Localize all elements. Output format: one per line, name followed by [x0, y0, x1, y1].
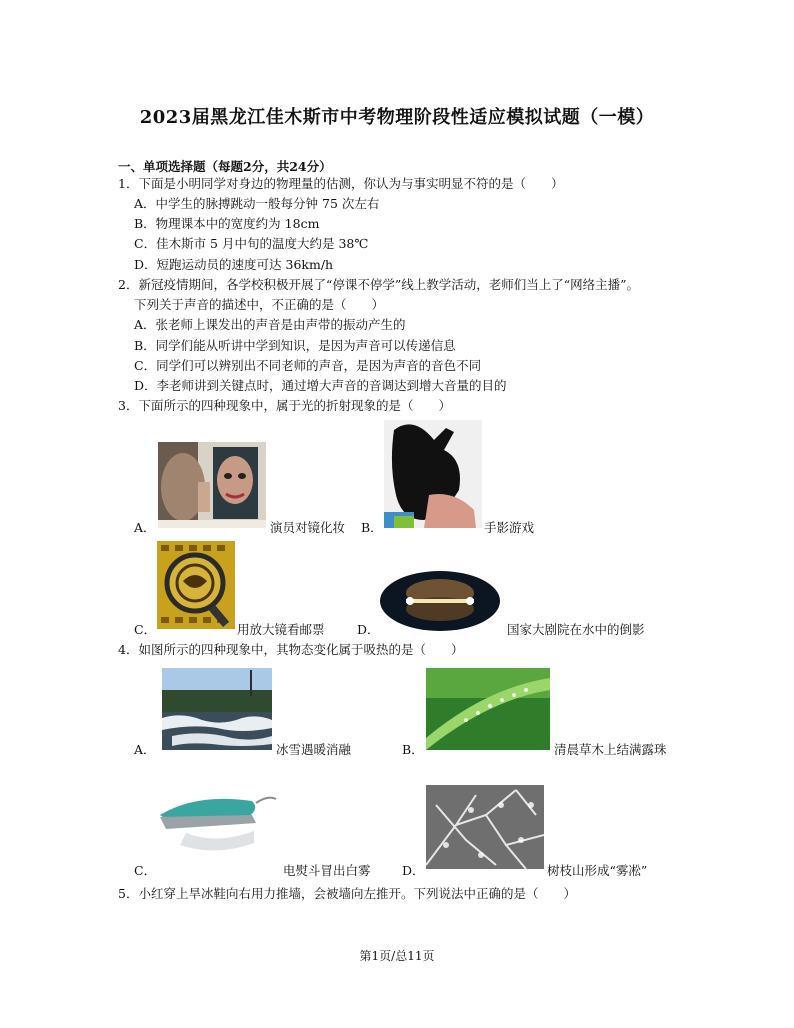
question-3-option-d-letter: D．: [357, 622, 380, 637]
grand-theater-reflection-photo: [378, 569, 503, 633]
question-2-option-a: A．张老师上课发出的声音是由声带的振动产生的: [134, 317, 406, 332]
question-2-option-c: C．同学们可以辨别出不同老师的声音，是因为声音的音色不同: [134, 358, 482, 373]
makeup-mirror-photo: [158, 442, 266, 528]
question-4-option-a-caption: 冰雪遇暖消融: [276, 742, 352, 757]
question-3-option-a-letter: A．: [134, 520, 156, 535]
question-2-option-b: B．同学们能从听讲中学到知识，是因为声音可以传递信息: [134, 338, 456, 353]
question-2-stem-continued: 下列关于声音的描述中，不正确的是（ ）: [134, 297, 385, 312]
question-1-option-c: C．佳木斯市 5 月中旬的温度大约是 38℃: [134, 236, 369, 251]
question-1-option-d: D．短跑运动员的速度可达 36km/h: [134, 257, 334, 272]
question-4-option-a-letter: A．: [134, 742, 156, 757]
question-4-option-d-caption: 树枝山形成“雾凇”: [547, 863, 648, 878]
question-1-option-b: B．物理课本中的宽度约为 18cm: [134, 216, 320, 231]
steam-iron-photo: [156, 785, 278, 857]
question-4-option-c-letter: C．: [134, 863, 157, 878]
question-3-option-d-caption: 国家大剧院在水中的倒影: [507, 622, 645, 637]
question-4-option-c-caption: 电熨斗冒出白雾: [283, 863, 371, 878]
page-footer: 第1页/总11页: [359, 949, 435, 963]
question-4-option-d-letter: D．: [402, 863, 425, 878]
question-1-option-a: A．中学生的脉搏跳动一般每分钟 75 次左右: [134, 196, 380, 211]
question-3-option-c-caption: 用放大镜看邮票: [237, 622, 325, 637]
question-3-option-a-caption: 演员对镜化妆: [270, 520, 346, 535]
question-4-stem: 4．如图所示的四种现象中，其物态变化属于吸热的是（ ）: [118, 642, 464, 657]
question-2-stem: 2．新冠疫情期间，各学校积极开展了“停课不停学”线上教学活动，老师们当上了“网络主播”。: [118, 277, 640, 292]
question-3-option-c-letter: C．: [134, 622, 157, 637]
page-title: 2023届黑龙江佳木斯市中考物理阶段性适应模拟试题（一模）: [139, 107, 655, 128]
question-5-stem: 5．小红穿上旱冰鞋向右用力推墙，会被墙向左推开。下列说法中正确的是（ ）: [118, 886, 576, 901]
question-2-option-d: D．李老师讲到关键点时，通过增大声音的音调达到增大音量的目的: [134, 378, 507, 393]
magnifier-stamp-photo: [157, 541, 235, 629]
question-4-option-b-letter: B．: [402, 742, 424, 757]
question-4-option-b-caption: 清晨草木上结满露珠: [554, 742, 667, 757]
question-3-option-b-letter: B．: [361, 520, 383, 535]
section-heading: 一、单项选择题（每题2分，共24分）: [118, 159, 332, 174]
dew-grass-photo: [426, 668, 550, 750]
hand-shadow-photo: [384, 420, 482, 528]
question-1-stem: 1．下面是小明同学对身边的物理量的估测，你认为与事实明显不符的是（ ）: [118, 176, 564, 191]
question-3-stem: 3．下面所示的四种现象中，属于光的折射现象的是（ ）: [118, 398, 451, 413]
melting-snow-photo: [162, 668, 272, 750]
question-3-option-b-caption: 手影游戏: [484, 520, 535, 535]
rime-branches-photo: [426, 785, 544, 869]
